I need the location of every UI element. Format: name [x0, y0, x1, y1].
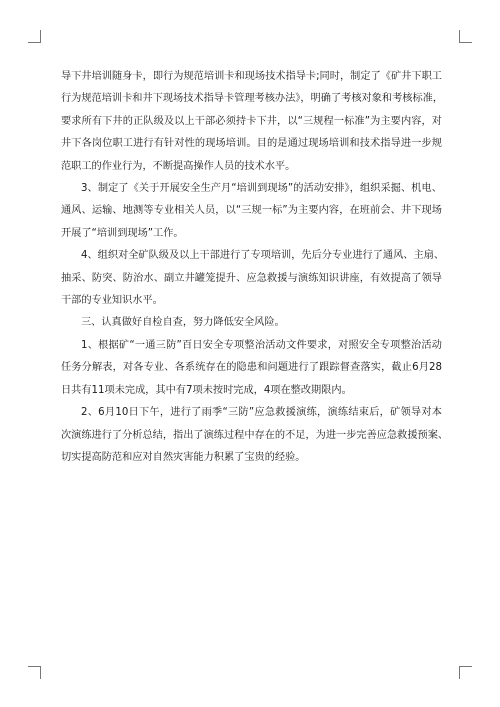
text-line: 1、根据矿“一通三防”百日安全专项整治活动文件要求，对照安全专项整治活动 — [81, 339, 442, 351]
text-line: 3、制定了《关于开展安全生产月“培训到现场”的活动安排》，组织采掘、机电、 — [81, 183, 442, 195]
text-line: 切实提高防范和应对自然灾害能力积累了宝贵的经验。 — [61, 451, 306, 463]
text-line: 次演练进行了分析总结，指出了演练过程中存在的不足，为进一步完善应急救援预案、 — [61, 429, 449, 441]
paragraph — [61, 66, 442, 178]
section-heading — [61, 312, 442, 334]
text-line: 抽采、防突、防治水、副立井罐笼提升、应急救援与演练知识讲座，有效提高了领导 — [61, 272, 442, 284]
text-line: 行为规范培训卡和井下现场技术指导卡管理考核办法》，明确了考核对象和考核标准， — [61, 93, 444, 105]
crop-mark-top-left — [28, 30, 41, 43]
crop-mark-bottom-left — [28, 666, 41, 679]
document-body — [61, 66, 449, 469]
crop-mark-top-right — [459, 30, 472, 43]
paragraph — [61, 335, 442, 402]
paragraph — [61, 402, 449, 469]
text-line: 开展了“培训到现场”工作。 — [61, 227, 184, 239]
text-line: 2、6月10日下午，进行了雨季“三防”应急救援演练，演练结束后，矿领导对本 — [81, 407, 442, 419]
text-line: 日共有11项未完成，其中有7项未按时完成，4项在整改期限内。 — [61, 384, 352, 396]
text-line: 井下各岗位职工进行有针对性的现场培训。目的是通过现场培训和技术指导进一步规 — [61, 138, 442, 150]
text-line: 范职工的作业行为，不断提高操作人员的技术水平。 — [61, 160, 296, 172]
text-line: 要求所有下井的正队级及以上干部必须持卡下井，以“三规程一标准”为主要内容，对 — [61, 115, 442, 127]
text-line: 通风、运输、地测等专业相关人员，以“三规一标”为主要内容，在班前会、井下现场 — [61, 205, 442, 217]
paragraph — [61, 245, 445, 312]
text-line: 任务分解表，对各专业、各系统存在的隐患和问题进行了跟踪督查落实，截止6月28 — [61, 362, 442, 374]
text-line: 4、组织对全矿队级及以上干部进行了专项培训，先后分专业进行了通风、主扇、 — [81, 250, 445, 262]
crop-mark-bottom-right — [459, 666, 472, 679]
text-line: 三、认真做好自检自查，努力降低安全风险。 — [81, 317, 285, 329]
text-line: 干部的专业知识水平。 — [61, 295, 163, 307]
paragraph — [61, 178, 442, 245]
text-line: 导下井培训随身卡，即行为规范培训卡和现场技术指导卡;同时，制定了《矿井下职工 — [61, 71, 442, 82]
